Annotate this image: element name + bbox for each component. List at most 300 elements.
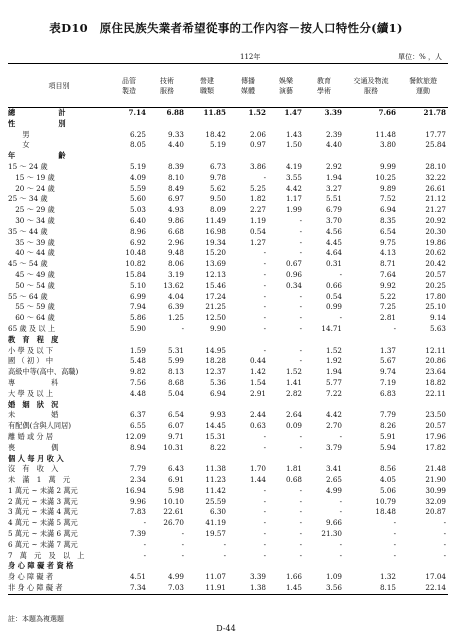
- table-cell: 17.82: [425, 442, 446, 452]
- table-cell: 5.77: [325, 377, 342, 387]
- table-cell: 18.42: [205, 129, 226, 139]
- table-cell: 16.94: [125, 485, 146, 495]
- table-cell: 5.99: [167, 356, 184, 366]
- table-row: [8, 270, 448, 281]
- table-row: [8, 561, 448, 572]
- table-cell: 26.70: [163, 518, 184, 528]
- table-cell: 20.30: [425, 226, 446, 236]
- table-cell: 1.19: [249, 215, 266, 225]
- table-cell: 9.90: [209, 323, 226, 333]
- table-cell: 8.94: [129, 442, 146, 452]
- row-label: 沒 有 收 入: [8, 464, 59, 474]
- table-cell: -: [299, 529, 302, 539]
- table-row: [8, 572, 448, 583]
- column-header: 品管 製造: [110, 64, 148, 108]
- table-cell: [344, 335, 398, 346]
- table-cell: 7.66: [378, 108, 396, 117]
- table-cell: 5.67: [379, 356, 396, 366]
- table-cell: 5.04: [167, 388, 184, 398]
- table-cell: -: [299, 431, 302, 441]
- table-cell: 21.48: [425, 464, 446, 474]
- table-cell: 5.19: [209, 140, 226, 150]
- table-cell: 5.51: [325, 194, 342, 204]
- table-cell: [148, 119, 186, 130]
- row-label: 50 ～ 54 歲: [8, 280, 55, 290]
- table-cell: -: [263, 280, 266, 290]
- table-cell: [228, 119, 268, 130]
- table-row: [8, 119, 448, 130]
- table-row: [8, 238, 448, 249]
- table-cell: 6.54: [379, 226, 396, 236]
- table-cell: 4.48: [129, 388, 146, 398]
- table-row: [8, 162, 448, 173]
- table-cell: 6.91: [167, 475, 184, 485]
- table-cell: [110, 400, 148, 411]
- table-cell: 19.57: [205, 529, 226, 539]
- table-cell: 13.69: [205, 259, 226, 269]
- header-row: [8, 64, 448, 108]
- table-row: [8, 324, 448, 335]
- table-cell: 7.25: [379, 302, 396, 312]
- table-cell: 28.10: [425, 161, 446, 171]
- table-cell: 15.84: [125, 269, 146, 279]
- table-row: [8, 248, 448, 259]
- row-label: 6 萬元 ~ 未滿 7 萬元: [8, 539, 78, 549]
- table-cell: 0.09: [285, 421, 302, 431]
- table-cell: -: [299, 345, 302, 355]
- table-cell: 6.54: [167, 410, 184, 420]
- page-number: D-44: [216, 624, 236, 633]
- table-cell: 7.14: [128, 108, 146, 117]
- table-cell: 4.40: [325, 140, 342, 150]
- table-cell: 9.78: [209, 172, 226, 182]
- table-cell: [344, 454, 398, 465]
- table-cell: 11.07: [205, 572, 226, 582]
- table-cell: 6.88: [166, 108, 184, 117]
- table-cell: 0.99: [325, 302, 342, 312]
- table-cell: 6.83: [379, 388, 396, 398]
- row-label: 35 ～ 39 歲: [8, 237, 55, 247]
- year-label: 112年: [240, 53, 261, 61]
- table-cell: -: [263, 269, 266, 279]
- table-cell: 8.39: [167, 161, 184, 171]
- row-label: 4 萬元 ~ 未滿 5 萬元: [8, 518, 78, 528]
- table-cell: 3.39: [324, 108, 342, 117]
- row-label: 3 萬元 ~ 未滿 4 萬元: [8, 507, 78, 517]
- table-cell: -: [393, 539, 396, 549]
- table-cell: [304, 151, 344, 162]
- table-cell: 6.43: [167, 464, 184, 474]
- table-cell: 6.94: [209, 388, 226, 398]
- table-cell: 20.92: [425, 215, 446, 225]
- table-meta: [8, 52, 448, 62]
- table-cell: 13.62: [163, 280, 184, 290]
- table-cell: -: [339, 431, 342, 441]
- table-cell: [186, 335, 228, 346]
- table-cell: 7.94: [129, 302, 146, 312]
- table-cell: 7.64: [379, 269, 396, 279]
- table-cell: 8.13: [167, 367, 184, 377]
- table-cell: [186, 400, 228, 411]
- table-cell: [186, 151, 228, 162]
- table-row: [8, 140, 448, 151]
- row-label: 1 萬元 ~ 未滿 2 萬元: [8, 485, 78, 495]
- row-label: 65 歲 及 以 上: [8, 323, 56, 333]
- table-row: [8, 173, 448, 184]
- table-cell: -: [443, 539, 446, 549]
- table-cell: 1.17: [285, 194, 302, 204]
- table-cell: 4.99: [325, 485, 342, 495]
- table-cell: -: [299, 539, 302, 549]
- row-label: 有配偶(含與人同居): [8, 421, 72, 431]
- table-row: [8, 184, 448, 195]
- table-cell: -: [393, 529, 396, 539]
- table-cell: 0.96: [285, 269, 302, 279]
- table-cell: 1.52: [325, 345, 342, 355]
- table-row: [8, 346, 448, 357]
- table-cell: 7.56: [129, 377, 146, 387]
- table-cell: 6.92: [129, 237, 146, 247]
- table-cell: 14.45: [205, 421, 226, 431]
- table-cell: -: [339, 539, 342, 549]
- table-cell: 4.42: [325, 410, 342, 420]
- table-cell: -: [299, 442, 302, 452]
- table-cell: [304, 454, 344, 465]
- table-cell: [344, 119, 398, 130]
- table-cell: 0.44: [249, 356, 266, 366]
- table-row: [8, 583, 448, 594]
- table-row: [8, 227, 448, 238]
- table-cell: -: [443, 518, 446, 528]
- table-cell: 22.14: [398, 583, 448, 594]
- table-cell: 2.27: [249, 205, 266, 215]
- table-cell: [304, 400, 344, 411]
- table-cell: 2.96: [167, 237, 184, 247]
- table-cell: 9.89: [379, 183, 396, 193]
- table-cell: 12.50: [205, 313, 226, 323]
- table-cell: 21.27: [425, 205, 446, 215]
- table-cell: -: [299, 215, 302, 225]
- table-cell: 15.20: [205, 248, 226, 258]
- table-cell: -: [263, 496, 266, 506]
- table-cell: 7.79: [379, 410, 396, 420]
- table-cell: 14.95: [205, 345, 226, 355]
- table-cell: 15.31: [205, 431, 226, 441]
- table-cell: 22.11: [425, 388, 446, 398]
- table-cell: -: [299, 485, 302, 495]
- table-cell: -: [263, 345, 266, 355]
- table-cell: 4.42: [285, 183, 302, 193]
- table-cell: -: [181, 529, 184, 539]
- table-cell: [268, 119, 304, 130]
- table-cell: 4.45: [325, 237, 342, 247]
- table-row: [8, 335, 448, 346]
- table-row: [8, 529, 448, 540]
- table-cell: -: [339, 507, 342, 517]
- row-label: 25 ～ 34 歲: [8, 194, 48, 204]
- table-cell: -: [299, 518, 302, 528]
- table-cell: [228, 400, 268, 411]
- table-cell: 22.61: [163, 507, 184, 517]
- column-header: 營建 職類: [186, 64, 228, 108]
- table-cell: [228, 561, 268, 572]
- table-cell: -: [299, 356, 302, 366]
- table-cell: 1.45: [268, 583, 304, 594]
- table-cell: 20.62: [425, 248, 446, 258]
- table-cell: 7.19: [379, 377, 396, 387]
- table-cell: 32.09: [425, 496, 446, 506]
- table-cell: [110, 119, 148, 130]
- table-cell: 0.67: [285, 259, 302, 269]
- table-cell: -: [263, 259, 266, 269]
- table-cell: -: [299, 550, 302, 560]
- table-cell: [186, 119, 228, 130]
- table-row: [8, 151, 448, 162]
- table-cell: -: [143, 539, 146, 549]
- table-cell: 18.28: [205, 356, 226, 366]
- table-cell: 4.99: [167, 572, 184, 582]
- table-cell: -: [299, 507, 302, 517]
- row-label: 高級中等(高中、高職): [8, 367, 79, 377]
- table-cell: [268, 335, 304, 346]
- table-cell: -: [299, 237, 302, 247]
- table-cell: 21.90: [425, 475, 446, 485]
- table-cell: 2.92: [325, 161, 342, 171]
- table-cell: 2.82: [285, 388, 302, 398]
- table-cell: 30.99: [425, 485, 446, 495]
- row-label: 25 ～ 29 歲: [8, 205, 55, 215]
- table-cell: 5.63: [429, 323, 446, 333]
- table-cell: -: [263, 172, 266, 182]
- table-cell: 3.79: [325, 442, 342, 452]
- table-cell: 5.03: [129, 205, 146, 215]
- table-cell: 1.32: [379, 572, 396, 582]
- table-cell: 11.48: [375, 129, 396, 139]
- table-cell: 6.97: [167, 194, 184, 204]
- table-cell: 26.61: [425, 183, 446, 193]
- table-cell: 21.25: [205, 302, 226, 312]
- table-cell: 1.09: [325, 572, 342, 582]
- table-cell: 7.34: [110, 583, 148, 594]
- table-cell: [304, 561, 344, 572]
- table-cell: -: [339, 496, 342, 506]
- table-cell: -: [393, 518, 396, 528]
- row-label: 55 ～ 64 歲: [8, 291, 48, 301]
- table-cell: -: [339, 550, 342, 560]
- table-cell: 9.74: [379, 367, 396, 377]
- table-cell: 9.48: [167, 248, 184, 258]
- table-cell: 1.92: [325, 356, 342, 366]
- table-cell: 1.94: [325, 367, 342, 377]
- table-cell: 1.27: [249, 237, 266, 247]
- table-cell: 1.25: [167, 313, 184, 323]
- table-cell: -: [393, 550, 396, 560]
- table-cell: 1.42: [249, 367, 266, 377]
- row-label: 60 ～ 64 歲: [8, 313, 55, 323]
- table-cell: [110, 561, 148, 572]
- row-label: 7 萬 元 及 以 上: [8, 550, 85, 560]
- table-row: [8, 281, 448, 292]
- table-cell: 6.55: [129, 421, 146, 431]
- table-cell: [304, 335, 344, 346]
- table-cell: -: [263, 302, 266, 312]
- table-cell: 21.12: [425, 194, 446, 204]
- table-cell: 1.54: [249, 377, 266, 387]
- table-cell: 8.68: [167, 377, 184, 387]
- table-cell: [398, 561, 448, 572]
- table-cell: 11.38: [205, 464, 226, 474]
- table-cell: 12.37: [205, 367, 226, 377]
- table-row: [8, 108, 448, 119]
- column-header: 技術 服務: [148, 64, 186, 108]
- table-cell: [344, 561, 398, 572]
- table-cell: 18.48: [375, 507, 396, 517]
- table-cell: 3.39: [249, 572, 266, 582]
- table-cell: 9.33: [167, 129, 184, 139]
- table-cell: 3.86: [249, 161, 266, 171]
- table-cell: [304, 119, 344, 130]
- table-cell: 8.26: [379, 421, 396, 431]
- table-cell: 11.91: [186, 583, 228, 594]
- table-cell: 6.40: [129, 215, 146, 225]
- table-row: [8, 410, 448, 421]
- row-label: 性 別: [8, 118, 66, 128]
- column-header: 教育 學術: [304, 64, 344, 108]
- table-cell: [268, 561, 304, 572]
- table-cell: 0.63: [249, 421, 266, 431]
- table-cell: 2.44: [249, 410, 266, 420]
- table-cell: 5.90: [129, 323, 146, 333]
- table-cell: [268, 151, 304, 162]
- table-cell: -: [263, 539, 266, 549]
- table-cell: 5.62: [209, 183, 226, 193]
- table-cell: [110, 454, 148, 465]
- table-cell: 0.66: [325, 280, 342, 290]
- table-cell: 15.46: [205, 280, 226, 290]
- table-cell: 7.03: [148, 583, 186, 594]
- table-cell: -: [339, 313, 342, 323]
- table-cell: 20.42: [425, 259, 446, 269]
- table-cell: 1.66: [285, 572, 302, 582]
- table-cell: [398, 151, 448, 162]
- table-cell: [110, 151, 148, 162]
- table-cell: 1.43: [285, 129, 302, 139]
- table-cell: 6.68: [167, 226, 184, 236]
- table-row: [8, 475, 448, 486]
- table-cell: 19.34: [205, 237, 226, 247]
- table-cell: 5.91: [379, 431, 396, 441]
- table-cell: 21.30: [321, 529, 342, 539]
- table-cell: 0.34: [285, 280, 302, 290]
- table-cell: -: [181, 550, 184, 560]
- row-label: 5 萬元 ~ 未滿 6 萬元: [8, 529, 78, 539]
- table-cell: [110, 335, 148, 346]
- table-row: [8, 205, 448, 216]
- table-row: [8, 454, 448, 465]
- table-cell: 1.94: [325, 172, 342, 182]
- table-cell: 12.13: [205, 269, 226, 279]
- table-cell: 1.50: [285, 140, 302, 150]
- table-cell: [398, 454, 448, 465]
- table-cell: 11.42: [205, 485, 226, 495]
- table-cell: 12.09: [125, 431, 146, 441]
- row-label: 45 ～ 49 歲: [8, 269, 55, 279]
- table-cell: -: [263, 529, 266, 539]
- table-cell: 5.22: [379, 291, 396, 301]
- table-cell: 0.54: [325, 291, 342, 301]
- table-cell: [148, 151, 186, 162]
- table-cell: -: [263, 313, 266, 323]
- table-cell: 8.10: [167, 172, 184, 182]
- table-cell: 8.35: [379, 215, 396, 225]
- table-row: [8, 400, 448, 411]
- table-cell: 9.50: [209, 194, 226, 204]
- row-label: 離 婚 或 分 居: [8, 431, 54, 441]
- table-cell: 25.59: [205, 496, 226, 506]
- table-cell: 8.49: [167, 183, 184, 193]
- table-cell: 21.78: [423, 108, 446, 117]
- row-label: 20 ～ 24 歲: [8, 183, 55, 193]
- row-label: 男: [8, 129, 59, 139]
- table-cell: 2.34: [129, 475, 146, 485]
- table-cell: 17.24: [205, 291, 226, 301]
- table-cell: 4.05: [379, 475, 396, 485]
- table-cell: 5.94: [379, 442, 396, 452]
- table-cell: -: [443, 529, 446, 539]
- row-label: 身 心 障 礙 者 資 格: [8, 561, 74, 571]
- table-cell: 41.19: [205, 518, 226, 528]
- table-cell: 10.10: [163, 496, 184, 506]
- table-row: [8, 432, 448, 443]
- table-cell: 1.38: [228, 583, 268, 594]
- table-cell: 10.31: [163, 442, 184, 452]
- table-cell: [148, 400, 186, 411]
- row-label: 總 計: [8, 108, 66, 117]
- table-cell: 3.27: [325, 183, 342, 193]
- footnote: 註：本題為複選題: [8, 615, 64, 623]
- table-cell: 6.73: [209, 161, 226, 171]
- table-cell: 8.09: [209, 205, 226, 215]
- row-label: 55 ～ 59 歲: [8, 302, 55, 312]
- column-header: 傳播 媒體: [228, 64, 268, 108]
- table-cell: [186, 454, 228, 465]
- table-cell: 1.81: [285, 464, 302, 474]
- table-cell: 7.79: [129, 464, 146, 474]
- table-cell: 0.31: [325, 259, 342, 269]
- row-label: 年 齡: [8, 151, 66, 161]
- table-cell: 5.48: [129, 356, 146, 366]
- table-cell: 20.57: [425, 269, 446, 279]
- table-cell: 17.77: [425, 129, 446, 139]
- table-cell: 1.59: [129, 345, 146, 355]
- table-cell: 20.87: [425, 507, 446, 517]
- row-label: 專 科: [8, 377, 59, 387]
- table-row: [8, 497, 448, 508]
- table-cell: 5.06: [379, 485, 396, 495]
- table-cell: 6.30: [209, 507, 226, 517]
- table-cell: 5.98: [167, 485, 184, 495]
- table-cell: -: [299, 302, 302, 312]
- table-cell: [148, 454, 186, 465]
- table-row: [8, 540, 448, 551]
- table-row: [8, 130, 448, 141]
- row-label: 女: [8, 140, 59, 150]
- table-cell: -: [263, 291, 266, 301]
- table-cell: [228, 454, 268, 465]
- table-cell: 11.85: [203, 108, 226, 117]
- table-cell: [398, 119, 448, 130]
- row-label: 35 ～ 44 歲: [8, 226, 48, 236]
